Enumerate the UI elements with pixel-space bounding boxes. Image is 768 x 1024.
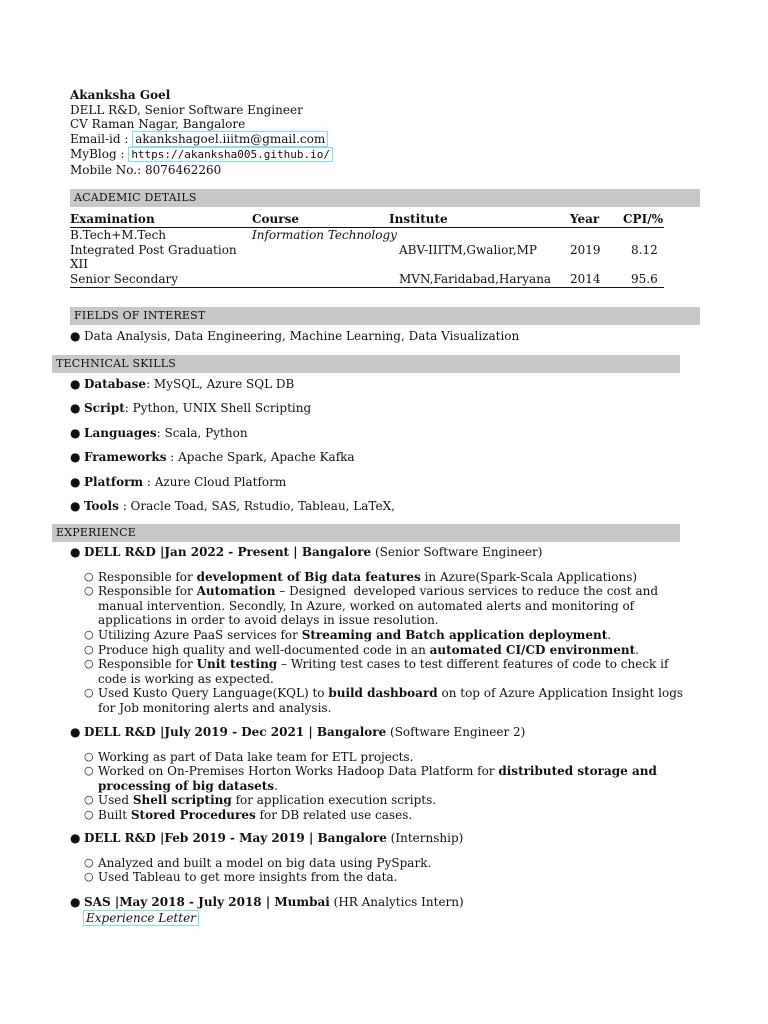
circle-bullet-icon: ○ xyxy=(84,642,94,656)
list-item xyxy=(70,856,690,871)
mobile-number: Mobile No.: 8076462260 xyxy=(70,162,222,177)
experience-heading xyxy=(70,545,690,560)
separator: | xyxy=(304,831,318,845)
responsibility-list xyxy=(70,856,690,885)
email-link[interactable]: akankshagoel.iiitm@gmail.com xyxy=(132,131,328,147)
list-item xyxy=(70,870,690,885)
skill-value: MySQL, Azure SQL DB xyxy=(153,377,295,391)
job-period: Feb 2019 - May 2019 xyxy=(164,831,305,845)
job-role: (Senior Software Engineer) xyxy=(371,545,543,559)
year-cell: 2014 xyxy=(570,271,601,286)
col-institute: Institute xyxy=(389,212,448,226)
academic-table xyxy=(70,212,664,288)
address: CV Raman Nagar, Bangalore xyxy=(70,117,246,132)
list-item xyxy=(70,628,690,643)
bullet-icon: ● xyxy=(70,329,81,343)
bullet-icon: ● xyxy=(70,545,81,559)
circle-bullet-icon: ○ xyxy=(84,793,94,807)
responsibility-text: Used Shell scripting for application execution scripts. xyxy=(98,793,437,808)
skill-separator: : xyxy=(118,498,131,513)
separator: | xyxy=(155,831,165,845)
exam-cell: Integrated Post Graduation xyxy=(70,242,237,257)
job-role: (Software Engineer 2) xyxy=(386,725,526,739)
table-row xyxy=(70,257,664,272)
blog-label: MyBlog : xyxy=(70,147,129,162)
list-item xyxy=(70,570,690,585)
separator: | xyxy=(155,545,165,559)
experience-letter-link[interactable]: Experience Letter xyxy=(83,910,199,927)
skill-label: Script xyxy=(84,401,125,416)
responsibility-text: Used Kusto Query Language(KQL) to build dashboard on top of Azure Application Insight logs for Job monitoring alerts and analysis. xyxy=(98,686,684,715)
experience-item xyxy=(70,725,690,823)
list-item xyxy=(70,686,690,715)
separator: | xyxy=(110,895,120,909)
responsibility-list xyxy=(70,750,690,823)
table-row xyxy=(70,243,664,258)
blog-link[interactable]: https://akanksha005.github.io/ xyxy=(128,147,333,162)
bullet-icon: ● xyxy=(70,725,81,739)
email-label: Email-id : xyxy=(70,131,133,146)
responsibility-text: Utilizing Azure PaaS services for Streaming and Batch application deployment. xyxy=(98,627,612,642)
col-year: Year xyxy=(570,212,600,226)
skill-separator: : xyxy=(124,401,133,416)
col-examination: Examination xyxy=(70,212,155,226)
skills-section-title: TECHNICAL SKILLS xyxy=(52,355,680,373)
institute-cell: ABV-IIITM,Gwalior,MP xyxy=(399,242,537,257)
bullet-icon: ● xyxy=(70,831,81,845)
list-item xyxy=(70,329,519,344)
experience-item xyxy=(70,895,690,926)
experience-item xyxy=(70,831,690,885)
experience-item xyxy=(70,545,690,716)
bullet-icon: ● xyxy=(70,895,81,909)
skills-list xyxy=(70,377,395,523)
year-cell: 2019 xyxy=(570,242,601,257)
job-location: Mumbai xyxy=(274,895,330,909)
institute-cell: MVN,Faridabad,Haryana xyxy=(399,271,552,286)
circle-bullet-icon: ○ xyxy=(84,569,94,583)
circle-bullet-icon: ○ xyxy=(84,584,94,598)
circle-bullet-icon: ○ xyxy=(84,855,94,869)
academic-table-header xyxy=(70,212,664,228)
skill-label: Frameworks xyxy=(84,450,167,465)
responsibility-text: Worked on On-Premises Horton Works Hadoop Data Platform for distributed storage and processing of big datasets. xyxy=(98,764,657,793)
skill-separator: : xyxy=(156,425,165,440)
responsibility-text: Analyzed and built a model on big data using PySpark. xyxy=(98,855,432,870)
bullet-icon: ● xyxy=(70,498,81,513)
skill-item xyxy=(70,426,395,450)
skill-item xyxy=(70,401,395,425)
table-row xyxy=(70,228,664,243)
bullet-icon: ● xyxy=(70,425,81,440)
responsibility-list xyxy=(70,570,690,716)
separator: | xyxy=(155,725,165,739)
circle-bullet-icon: ○ xyxy=(84,657,94,671)
experience-section-title: EXPERIENCE xyxy=(52,524,680,542)
circle-bullet-icon: ○ xyxy=(84,627,94,641)
list-item xyxy=(70,584,690,628)
blog-line xyxy=(70,147,333,163)
current-role: DELL R&D, Senior Software Engineer xyxy=(70,102,303,117)
bullet-icon: ● xyxy=(70,450,81,465)
skill-separator: : xyxy=(166,450,179,465)
list-item xyxy=(70,643,690,658)
responsibility-text: Responsible for Automation – Designed developed various services to reduce the cost and manual intervention. Secondly, In Azure, worked on automated alerts and monitoring of applications in order to avoid delays in issue resolution. xyxy=(98,584,659,628)
bullet-icon: ● xyxy=(70,401,81,416)
circle-bullet-icon: ○ xyxy=(84,764,94,778)
cpi-cell: 8.12 xyxy=(631,242,658,257)
circle-bullet-icon: ○ xyxy=(84,749,94,763)
exam-cell: B.Tech+M.Tech xyxy=(70,228,167,242)
job-period: May 2018 - July 2018 xyxy=(119,895,262,909)
company-name: DELL R&D xyxy=(84,725,156,739)
course-cell: Information Technology xyxy=(252,228,397,242)
list-item xyxy=(70,750,690,765)
job-role: (HR Analytics Intern) xyxy=(329,895,464,909)
exam-cell: XII xyxy=(70,257,89,272)
list-item xyxy=(70,808,690,823)
experience-heading xyxy=(70,895,690,910)
bullet-icon: ● xyxy=(70,474,81,489)
academic-section-title: ACADEMIC DETAILS xyxy=(70,189,700,207)
list-item xyxy=(70,793,690,808)
candidate-name: Akanksha Goel xyxy=(70,88,171,102)
job-period: July 2019 - Dec 2021 xyxy=(164,725,305,739)
col-course: Course xyxy=(252,212,299,226)
skill-separator: : xyxy=(143,474,155,489)
circle-bullet-icon: ○ xyxy=(84,870,94,884)
skill-item xyxy=(70,499,395,523)
responsibility-text: Responsible for Unit testing – Writing test cases to test different features of code to check if code is working as expected. xyxy=(98,657,669,686)
company-name: SAS xyxy=(84,895,111,909)
experience-heading xyxy=(70,831,690,846)
job-role: (Internship) xyxy=(386,831,464,845)
table-bottom-rule xyxy=(70,287,664,288)
list-item xyxy=(70,657,690,686)
job-location: Bangalore xyxy=(301,545,372,559)
col-cpi: CPI/% xyxy=(623,212,663,226)
interests-section-title: FIELDS OF INTEREST xyxy=(70,307,700,325)
job-location: Bangalore xyxy=(316,725,387,739)
list-item xyxy=(70,764,690,793)
skill-label: Platform xyxy=(84,474,144,489)
bullet-icon: ● xyxy=(70,377,81,391)
skill-value: Python, UNIX Shell Scripting xyxy=(132,401,312,416)
job-period: Jan 2022 - Present xyxy=(164,545,290,559)
email-line xyxy=(70,132,333,147)
circle-bullet-icon: ○ xyxy=(84,686,94,700)
skill-item xyxy=(70,475,395,499)
skill-label: Database xyxy=(84,377,147,391)
circle-bullet-icon: ○ xyxy=(84,807,94,821)
responsibility-text: Used Tableau to get more insights from the data. xyxy=(98,870,398,885)
skill-value: Azure Cloud Platform xyxy=(154,474,287,489)
experience-heading xyxy=(70,725,690,740)
responsibility-text: Responsible for development of Big data features in Azure(Spark-Scala Applications) xyxy=(98,569,638,584)
contact-header xyxy=(70,88,333,178)
exam-cell: Senior Secondary xyxy=(70,271,179,286)
job-location: Bangalore xyxy=(317,831,387,845)
skill-label: Languages xyxy=(84,425,157,440)
company-name: DELL R&D xyxy=(84,831,156,845)
skill-item xyxy=(70,377,395,401)
cpi-cell: 95.6 xyxy=(631,271,658,286)
table-row xyxy=(70,272,664,287)
responsibility-text: Produce high quality and well-documented code in an automated CI/CD environment. xyxy=(98,642,639,657)
skill-value: Scala, Python xyxy=(164,425,248,440)
interests-list xyxy=(70,329,519,344)
separator: | xyxy=(304,725,317,739)
interest-text: Data Analysis, Data Engineering, Machine Learning, Data Visualization xyxy=(84,329,520,343)
company-name: DELL R&D xyxy=(84,545,156,559)
separator: | xyxy=(261,895,275,909)
separator: | xyxy=(289,545,302,559)
skill-value: Oracle Toad, SAS, Rstudio, Tableau, LaTeX, xyxy=(130,498,395,513)
skill-separator: : xyxy=(146,377,154,391)
responsibility-text: Working as part of Data lake team for ETL projects. xyxy=(98,749,414,764)
skill-value: Apache Spark, Apache Kafka xyxy=(178,450,355,465)
responsibility-text: Built Stored Procedures for DB related use cases. xyxy=(98,807,413,822)
skill-label: Tools xyxy=(84,498,119,513)
skill-item xyxy=(70,450,395,474)
